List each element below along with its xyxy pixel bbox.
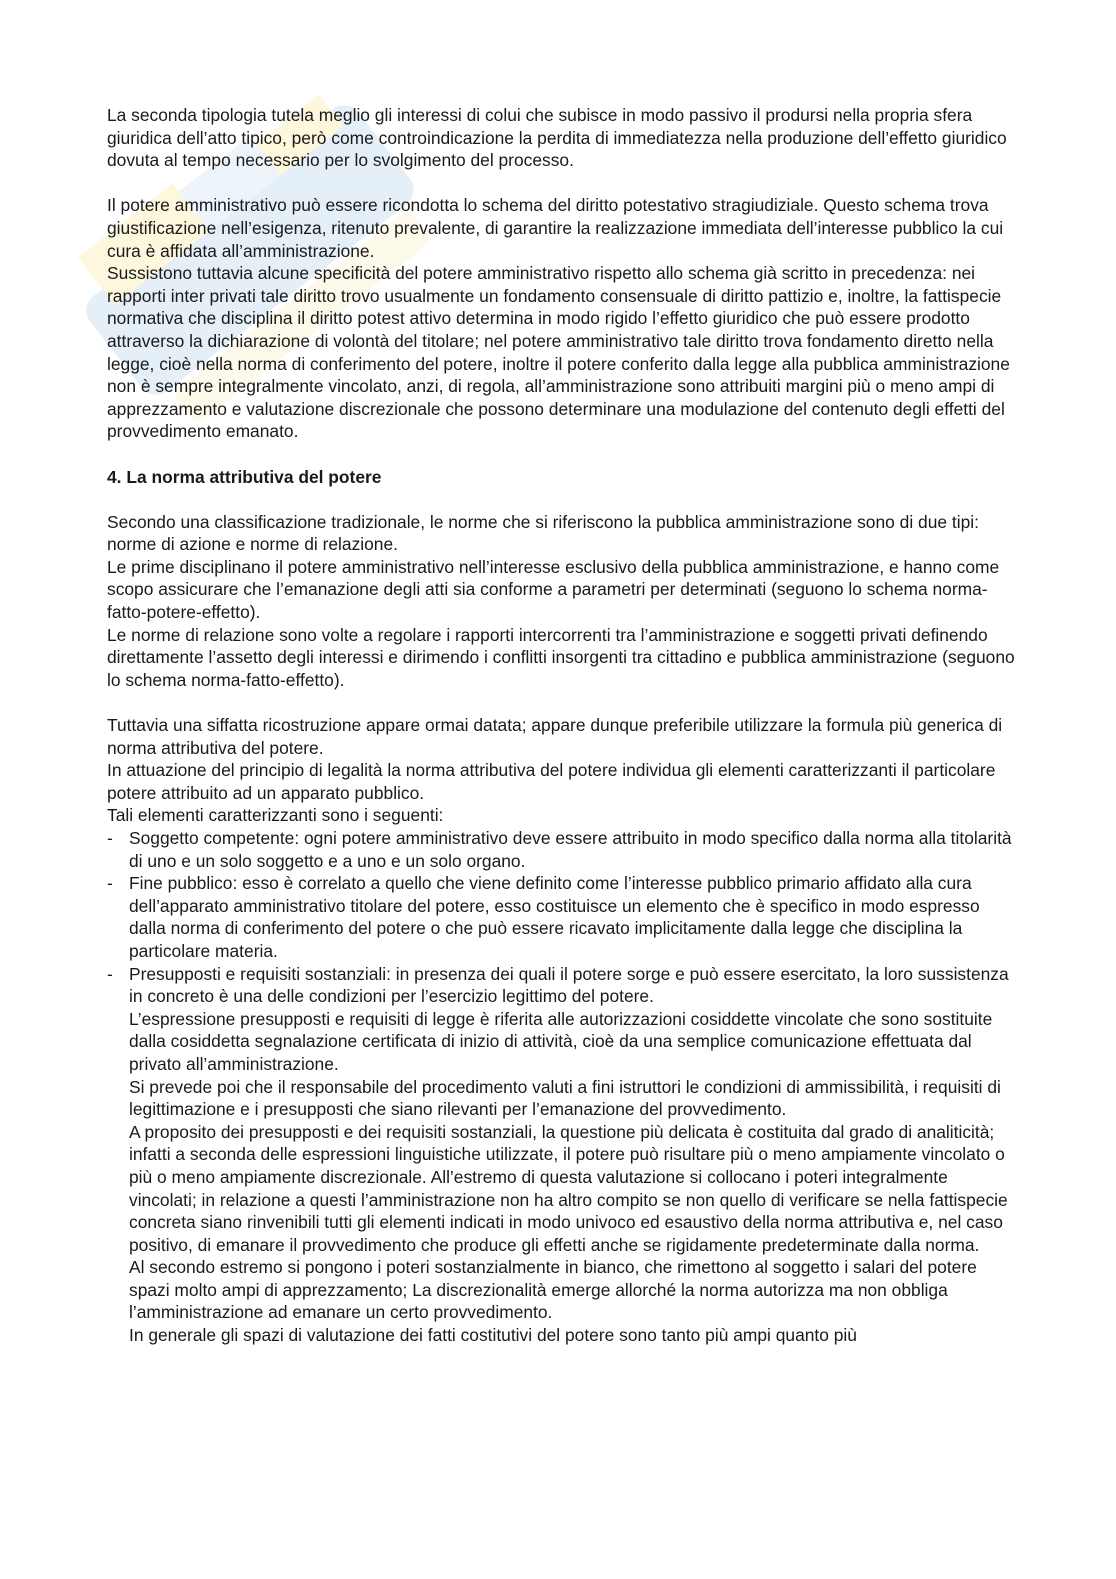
- list-item: [107, 827, 1017, 872]
- paragraph: La seconda tipologia tutela meglio gli interessi di colui che subisce in modo passivo il prodursi nella propria sfera giuridica dell’atto tipico, però come controindicazione la perdita di immediatezza nella produzione dell’effetto giuridico dovuta al tempo necessario per lo svolgimento del processo.: [107, 105, 1007, 171]
- list-item-text: L’espressione presupposti e requisiti di legge è riferita alle autorizzazioni cosiddette vincolate che sono sostituite dalla cosiddetta segnalazione certificata di inizio di attività, cioè da una semplice comunicazione effettuata dal privato all’amministrazione.: [129, 1008, 993, 1074]
- list-item-text: Si prevede poi che il responsabile del procedimento valuti a fini istruttori le condizioni di ammissibilità, i requisiti di legittimazione e i presupposti che siano rilevanti per l’emanazione del provvedimento.: [129, 1076, 1001, 1120]
- paragraph: Le norme di relazione sono volte a regolare i rapporti intercorrenti tra l’amministrazione e soggetti privati definendo direttamente l’assetto degli interessi e dirimendo i conflitti insorgenti tra cittadino e pubblica amministrazione (seguono lo schema norma-fatto-effetto).: [107, 624, 1015, 690]
- paragraph: Sussistono tuttavia alcune specificità del potere amministrativo rispetto allo schema già scritto in precedenza: nei rapporti inter privati tale diritto trovo usualmente un fondamento consensuale di diritto pattizio e, inoltre, la fattispecie normativa che disciplina il diritto potest attivo determina in modo rigido l’effetto giuridico che può essere prodotto attraverso la dichiarazione di volontà del titolare; nel potere amministrativo tale diritto trova fondamento diretto nella legge, cioè nella norma di conferimento del potere, inoltre il potere conferito dalla legge alla pubblica amministrazione non è sempre integralmente vincolato, anzi, di regola, all’amministrazione sono attribuiti margini più o meno ampi di apprezzamento e valutazione discrezionale che possono determinare una modulazione del contenuto degli effetti del provvedimento emanato.: [107, 263, 1010, 442]
- power-section: [107, 194, 1017, 443]
- paragraph: Tuttavia una siffatta ricostruzione appare ormai datata; appare dunque preferibile utilizzare la formula più generica di norma attributiva del potere.: [107, 715, 1003, 758]
- paragraph: In attuazione del principio di legalità la norma attributiva del potere individua gli elementi caratterizzanti il particolare potere attribuito ad un apparato pubblico.: [107, 760, 996, 803]
- elements-section: [107, 714, 1017, 827]
- list-item: [107, 963, 1017, 1347]
- classification-section: [107, 511, 1017, 692]
- requirements-list: [107, 827, 1017, 1347]
- list-item-text: A proposito dei presupposti e dei requisiti sostanziali, la questione più delicata è costituita dal grado di analiticità; infatti a seconda delle espressioni linguistiche utilizzate, il potere può risultare più o meno ampiamente vincolato o più o meno ampiamente discrezionale. All’estremo di questa valutazione si collocano i poteri integralmente vincolati; in relazione a questi l’amministrazione non ha altro compito se non quello di verificare se nella fattispecie concreta siano rinvenibili tutti gli elementi indicati in modo univoco ed esaustivo della norma attributiva e, nel caso positivo, di emanare il provvedimento che produce gli effetti anche se rigidamente predeterminate dalla norma.: [129, 1121, 1008, 1255]
- list-item-text: Al secondo estremo si pongono i poteri sostanzialmente in bianco, che rimettono al soggetto i salari del potere spazi molto ampi di apprezzamento; La discrezionalità emerge allorché la norma autorizza ma non obbliga l’amministrazione ad emanare un certo provvedimento.: [129, 1257, 977, 1323]
- document-page: [107, 104, 1017, 1347]
- section-heading: 4. La norma attributiva del potere: [107, 466, 382, 487]
- intro-section: [107, 104, 1017, 172]
- bullet-dash: -: [107, 873, 113, 894]
- list-item-text: Presupposti e requisiti sostanziali: in presenza dei quali il potere sorge e può essere esercitato, la loro sussistenza in concreto è una delle condizioni per l’esercizio legittimo del potere.: [129, 963, 1009, 1007]
- list-item-text: Soggetto competente: ogni potere amministrativo deve essere attribuito in modo specifico dalla norma alla titolarità di uno e un solo soggetto e a uno e un solo organo.: [129, 828, 1012, 871]
- list-item: [107, 872, 1017, 962]
- list-item-text: Fine pubblico: esso è correlato a quello che viene definito come l’interesse pubblico primario affidato alla cura dell’apparato amministrativo titolare del potere, esso costituisce un elemento che è specifico in modo espresso dalla norma di conferimento del potere o che può essere ricavato implicitamente dalla legge che disciplina la particolare materia.: [129, 873, 980, 961]
- list-item-text: In generale gli spazi di valutazione dei fatti costitutivi del potere sono tanto più ampi quanto più: [129, 1325, 857, 1346]
- paragraph: Il potere amministrativo può essere ricondotta lo schema del diritto potestativo stragiudiziale. Questo schema trova giustificazione nell’esigenza, ritenuto prevalente, di garantire la realizzazione immediata dell’interesse pubblico la cui cura è affidata all’amministrazione.: [107, 195, 1004, 261]
- bullet-dash: -: [107, 828, 113, 848]
- paragraph: Tali elementi caratterizzanti sono i seguenti:: [107, 805, 444, 826]
- paragraph: Secondo una classificazione tradizionale, le norme che si riferiscono la pubblica amministrazione sono di due tipi: norme di azione e norme di relazione.: [107, 511, 979, 555]
- paragraph: Le prime disciplinano il potere amministrativo nell’interesse esclusivo della pubblica amministrazione, e hanno come scopo assicurare che l’emanazione degli atti sia conforme a parametri per determinati (seguono lo schema norma-fatto-potere-effetto).: [107, 556, 1000, 623]
- bullet-dash: -: [107, 963, 113, 984]
